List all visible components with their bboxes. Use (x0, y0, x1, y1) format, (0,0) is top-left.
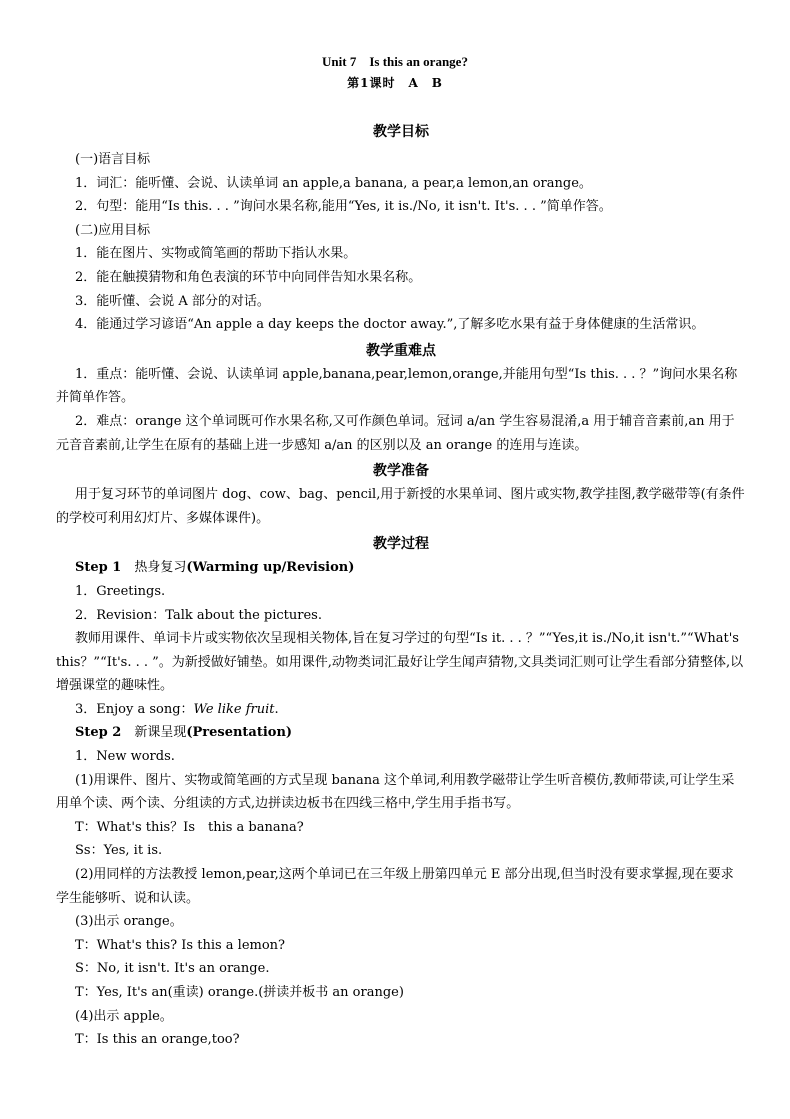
dialogue-line: T：What's this？Is this a banana? (75, 819, 304, 835)
document-body (56, 118, 746, 1052)
dialogue-line: T：Yes, It's an(重读) orange.(拼读并板书 an orange) (75, 985, 404, 1000)
song-prefix: 3．Enjoy a song： (75, 701, 194, 717)
dialogue-line: S：No, it isn't. It's an orange. (75, 961, 270, 977)
difficulty-paragraph: 2．难点：orange 这个单词既可作水果名称,又可作颜色单词。冠词 a/an 学生容易混淆,a 用于辅音音素前,an 用于元音音素前,让学生在原有的基础上进一步感知 a/an 的区别以及 an orange 的连用与连读。 (56, 413, 735, 453)
section-heading-key-points: 教学重难点 (366, 342, 436, 359)
objective-line: 1．词汇：能听懂、会说、认读单词 an apple,a banana, a pear,a lemon,an orange。 (75, 175, 592, 191)
dialogue-line: Ss：Yes, it is. (75, 843, 163, 859)
step-2-english: (Presentation) (186, 725, 293, 741)
step-2-item: 1．New words. (75, 749, 175, 765)
step-2-item: (3)出示 orange。 (75, 914, 183, 930)
step-1-english: (Warming up/Revision) (186, 560, 355, 576)
objective-line: (一)语言目标 (75, 152, 151, 167)
objective-line: 4．能通过学习谚语“An apple a day keeps the doctor away.”,了解多吃水果有益于身体健康的生活常识。 (75, 317, 705, 333)
step-1-item: 2．Revision：Talk about the pictures. (75, 607, 322, 623)
dialogue-line: T：What's this? Is this a lemon? (75, 937, 286, 953)
step-2-paragraph: (1)用课件、图片、实物或简笔画的方式呈现 banana 这个单词,利用教学磁带让学生听音模仿,教师带读,可让学生采用单个读、两个读、分组读的方式,边拼读边板书在四线三格中,学生用手指书写。 (56, 772, 735, 812)
step-1-paragraph: 教师用课件、单词卡片或实物依次呈现相关物体,旨在复习学过的句型“Is it. . . ？”“Yes,it is./No,it isn't.”“What's this？”“It's. . . ”。为新授做好铺垫。如用课件,动物类词汇最好让学生闻声猜物,文具类词汇则可让学生看部分猜整体,以增强课堂的趣味性。 (56, 631, 744, 694)
document-subtitle: 第1课时 A B (347, 76, 443, 90)
objective-line: 2．句型：能用“Is this. . . ”询问水果名称,能用“Yes, it is./No, it isn't. It's. . . ”简单作答。 (75, 199, 612, 215)
song-suffix: . (274, 701, 279, 717)
preparation-paragraph: 用于复习环节的单词图片 dog、cow、bag、pencil,用于新授的水果单词、图片或实物,教学挂图,教学磁带等(有条件的学校可利用幻灯片、多媒体课件)。 (56, 487, 745, 526)
song-title: We like fruit (193, 701, 275, 717)
step-1-item: 1．Greetings. (75, 583, 166, 599)
objective-line: 1．能在图片、实物或简笔画的帮助下指认水果。 (75, 246, 357, 262)
objective-line: (二)应用目标 (75, 222, 151, 238)
dialogue-line: T：Is this an orange,too? (75, 1032, 240, 1048)
step-1-label: Step 1 (75, 560, 122, 576)
step-2-item: (4)出示 apple。 (75, 1008, 173, 1024)
section-heading-objectives: 教学目标 (373, 124, 429, 140)
step-2-chinese: 新课呈现 (121, 725, 187, 741)
objective-line: 3．能听懂、会说 A 部分的对话。 (75, 293, 270, 309)
document-title: Unit 7 Is this an orange? (322, 54, 468, 69)
step-2-paragraph: (2)用同样的方法教授 lemon,pear,这两个单词已在三年级上册第四单元 E 部分出现,但当时没有要求掌握,现在要求学生能够听、说和认读。 (56, 867, 734, 906)
step-1-item-song (56, 698, 746, 722)
step-1-chinese: 热身复习 (121, 560, 187, 576)
section-heading-process: 教学过程 (373, 536, 429, 553)
objective-line: 2．能在触摸猜物和角色表演的环节中向同伴告知水果名称。 (75, 269, 422, 285)
step-2-heading (56, 721, 746, 745)
step-1-heading (56, 556, 746, 580)
step-2-label: Step 2 (75, 725, 122, 741)
key-point-paragraph: 1．重点：能听懂、会说、认读单词 apple,banana,pear,lemon,orange,并能用句型“Is this. . . ？”询问水果名称并简单作答。 (56, 366, 738, 406)
section-heading-preparation: 教学准备 (373, 463, 429, 480)
